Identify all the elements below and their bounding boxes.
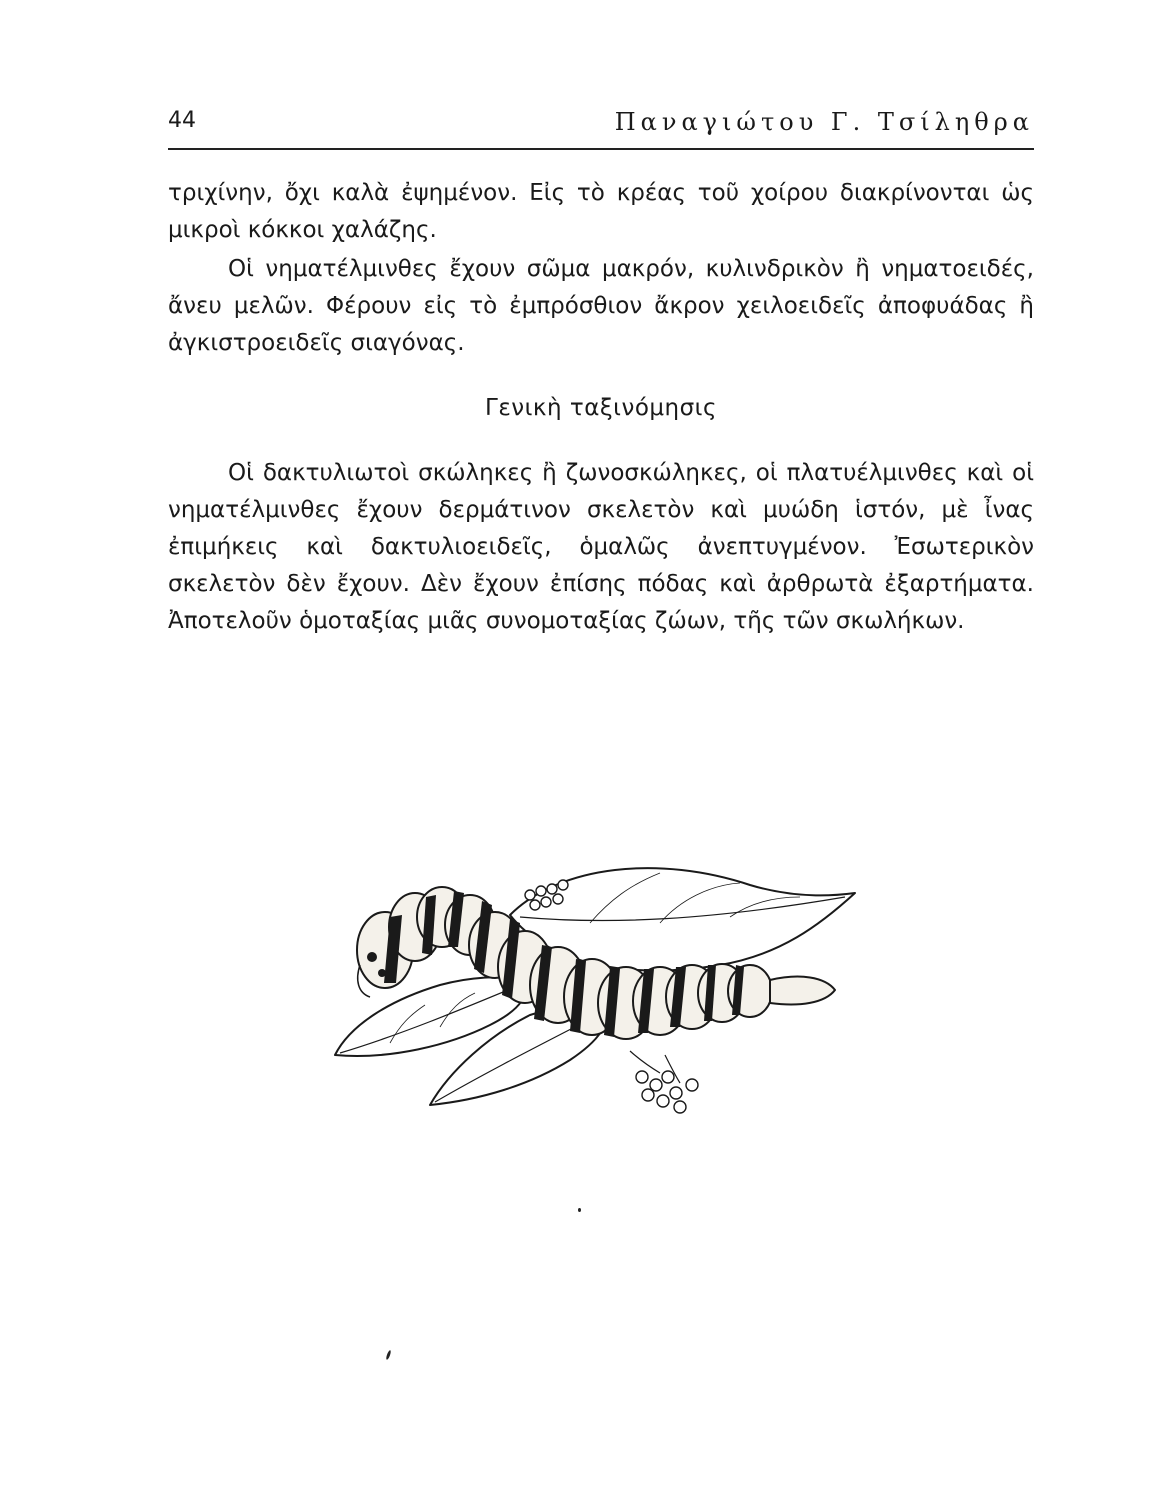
body-text — [168, 175, 1034, 640]
caterpillar-illustration — [330, 855, 860, 1125]
paragraph-nematodes: Οἱ νηματέλμινθες ἔχουν σῶμα μακρόν, κυλινδρικὸν ἢ νηματοειδές, ἄνευ μελῶν. Φέρουν εἰς τὸ ἐμπρόσθιον ἄκρον χειλοειδεῖς ἀποφυάδας ἢ ἀγκιστροειδεῖς σιαγόνας. — [168, 256, 1034, 356]
section-heading: Γενικὴ ταξινόμησις — [485, 395, 717, 421]
caterpillar-drawing — [330, 855, 860, 1125]
paragraph-classification: Οἱ δακτυλιωτοὶ σκώληκες ἢ ζωνοσκώληκες, οἱ πλατυέλμινθες καὶ οἱ νηματέλμινθες ἔχουν δερμάτινον σκελετὸν καὶ μυώδη ἱστόν, μὲ ἶνας ἐπιμήκεις καὶ δακτυλιοειδεῖς, ὁμαλῶς ἀνεπτυγμένον. Ἐσωτερικὸν σκελετὸν δὲν ἔχουν. Δὲν ἔχουν ἐπίσης πόδας καὶ ἀρθρωτὰ ἐξαρτήματα. Ἀποτελοῦν ὁμοταξίας μιᾶς συνομοταξίας ζώων, τῆς τῶν σκωλήκων. — [168, 460, 1034, 634]
paragraph-continued: τριχίνην, ὄχι καλὰ ἐψημένον. Εἰς τὸ κρέας τοῦ χοίρου διακρίνονται ὡς μικροὶ κόκκοι χαλάζης. — [168, 180, 1034, 243]
page-number: 44 — [168, 108, 196, 133]
print-speck — [385, 1350, 391, 1360]
page-header — [168, 108, 1034, 150]
running-head: Παναγιώτου Γ. Τσίληθρα — [614, 108, 1034, 136]
print-speck — [578, 1208, 581, 1212]
